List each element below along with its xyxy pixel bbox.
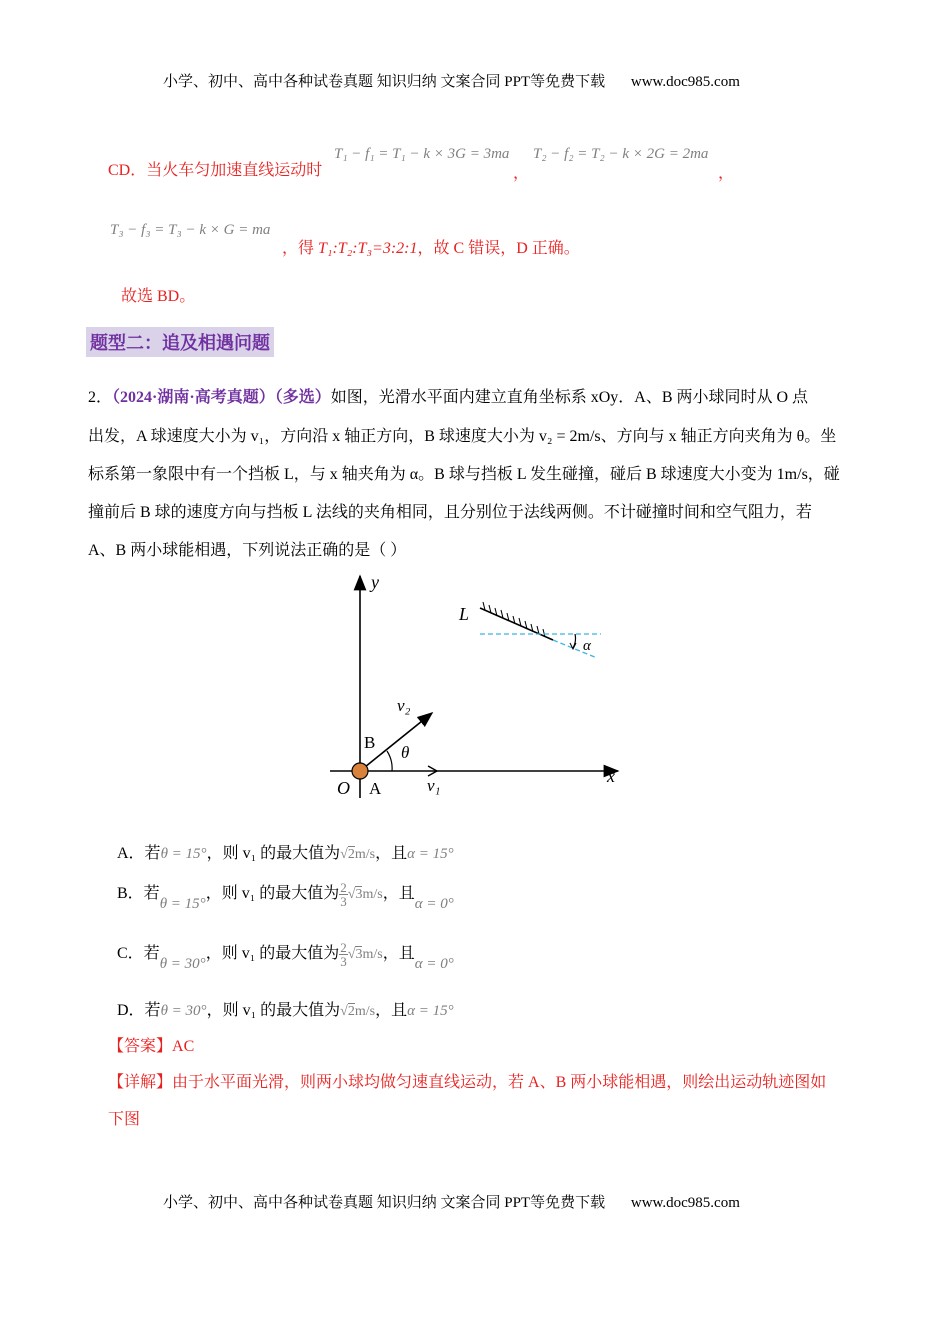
origin-label: O [337, 778, 350, 798]
option-b-tail: ，且 [382, 885, 415, 902]
question-type: （多选） [274, 389, 331, 406]
option-c-fraction [339, 941, 348, 968]
option-c-num: 2 [340, 939, 347, 955]
detail-line-1 [108, 1069, 826, 1092]
cd-eq-3: T₃ − f₃ = T₃ − k × G = ma [110, 222, 271, 238]
option-a-unit: m/s [354, 847, 376, 862]
answer-label: 【答案】 [108, 1038, 173, 1055]
cd-conclusion [282, 235, 580, 258]
b-label: B [364, 733, 376, 752]
cd-sep-1: ， [513, 165, 530, 182]
option-b-fraction [339, 881, 348, 908]
detail-text-1: 由于水平面光滑，则两小球均做匀速直线运动，若 A、B 两小球能相遇，则绘出运动轨迹图如 [172, 1074, 827, 1091]
answer-value: AC [172, 1038, 195, 1055]
question-line-3: 标系第一象限中有一个挡板 L，与 x 轴夹角为 α。B 球与挡板 L 发生碰撞，碰后 B 球速度大小变为 1m/s，碰 [88, 466, 840, 483]
option-a-tail: ，且 [375, 845, 408, 862]
option-d[interactable] [117, 997, 454, 1020]
answer [108, 1033, 194, 1056]
option-c-value: √3m/s [347, 947, 383, 962]
question-line-1 [88, 379, 808, 417]
question-line-4: 撞前后 B 球的速度方向与挡板 L 法线的夹角相同，且分别位于法线两侧。不计碰撞时间和空气阻力，若 [88, 504, 812, 521]
option-b-den: 3 [340, 893, 347, 909]
ball [352, 763, 368, 779]
option-c-tail: ，且 [382, 945, 415, 962]
option-c[interactable] [117, 939, 454, 972]
footer-text: 小学、初中、高中各种试卷真题 知识归纳 文案合同 PPT等免费下载 [163, 1195, 606, 1211]
option-a-letter: A．若 [117, 845, 161, 862]
cd-conclusion-b: ，故 C 错误，D 正确。 [417, 240, 580, 257]
coordinate-figure [325, 568, 625, 808]
cd-conclusion-a: ，得 [282, 240, 319, 257]
option-b-value: √3m/s [347, 887, 383, 902]
question-source: （2024·湖南·高考真题） [112, 389, 275, 406]
option-b-rad: 3 [355, 887, 363, 902]
detail-label: 【详解】 [108, 1074, 173, 1091]
option-a-value: √2m/s [340, 847, 376, 862]
x-axis-label: x [607, 766, 615, 786]
theta-label: θ [401, 743, 410, 762]
option-a-cond: θ = 15° [160, 846, 207, 862]
header-site: www.doc985.com [630, 74, 740, 90]
cd-prefix: CD．当火车匀加速直线运动时 [108, 162, 323, 179]
cd-eq-1: T₁ − f₁ = T₁ − k × 3G = 3ma [334, 146, 510, 162]
option-b-unit: m/s [362, 887, 383, 902]
option-a-alpha: α = 15° [407, 846, 454, 862]
option-d-mid: ，则 v₁ 的最大值为 [206, 1002, 341, 1019]
v2-label: v₂ [397, 696, 411, 715]
page-header [163, 70, 740, 91]
theta-arc [387, 751, 392, 771]
option-c-alpha: α = 0° [414, 956, 454, 972]
option-c-rad: 3 [355, 947, 363, 962]
option-a-rad: 2 [347, 847, 355, 862]
option-d-unit: m/s [354, 1004, 376, 1019]
option-a[interactable] [117, 840, 454, 863]
option-b[interactable] [117, 879, 454, 912]
y-axis-label: y [371, 572, 379, 592]
detail-line-2: 下图 [108, 1111, 141, 1128]
option-d-tail: ，且 [375, 1002, 408, 1019]
option-d-cond: θ = 30° [160, 1003, 207, 1019]
cd-line-1 [108, 157, 322, 180]
option-c-cond: θ = 30° [159, 956, 206, 972]
option-b-cond: θ = 15° [159, 896, 206, 912]
question-line-5: A、B 两小球能相遇，下列说法正确的是（ ） [88, 542, 407, 559]
option-c-mid: ，则 v₁ 的最大值为 [205, 945, 340, 962]
alpha-label: α [583, 638, 591, 654]
cd-sep-2: ， [718, 165, 735, 182]
question-line-2: 出发，A 球速度大小为 v₁，方向沿 x 轴正方向，B 球速度大小为 v₂ = 2m/s、方向与 x 轴正方向夹角为 θ。坐 [88, 428, 837, 445]
option-b-num: 2 [340, 879, 347, 895]
option-a-mid: ，则 v₁ 的最大值为 [206, 845, 341, 862]
option-d-value: √2m/s [340, 1004, 376, 1019]
option-b-letter: B．若 [117, 885, 160, 902]
a-label: A [369, 779, 382, 798]
option-c-letter: C．若 [117, 945, 160, 962]
option-d-letter: D．若 [117, 1002, 161, 1019]
header-text: 小学、初中、高中各种试卷真题 知识归纳 文案合同 PPT等免费下载 [163, 74, 606, 90]
option-b-alpha: α = 0° [414, 896, 454, 912]
cd-ratio: T₁:T₂:T₃=3:2:1 [318, 240, 418, 257]
footer-site: www.doc985.com [630, 1195, 740, 1211]
question-number: 2． [88, 389, 113, 406]
option-c-unit: m/s [362, 947, 383, 962]
cd-choice: 故选 BD。 [121, 288, 196, 305]
alpha-arc-head [570, 643, 576, 649]
option-b-mid: ，则 v₁ 的最大值为 [205, 885, 340, 902]
option-d-alpha: α = 15° [407, 1003, 454, 1019]
section-heading: 题型二：追及相遇问题 [86, 327, 274, 357]
page-footer [163, 1191, 740, 1212]
cd-eq-2: T₂ − f₂ = T₂ − k × 2G = 2ma [533, 146, 709, 162]
option-d-rad: 2 [347, 1004, 355, 1019]
L-label: L [459, 604, 470, 624]
question-line-1-rest: 如图，光滑水平面内建立直角坐标系 xOy．A、B 两小球同时从 O 点 [330, 389, 809, 406]
v1-label: v₁ [427, 776, 441, 795]
option-c-den: 3 [340, 953, 347, 969]
